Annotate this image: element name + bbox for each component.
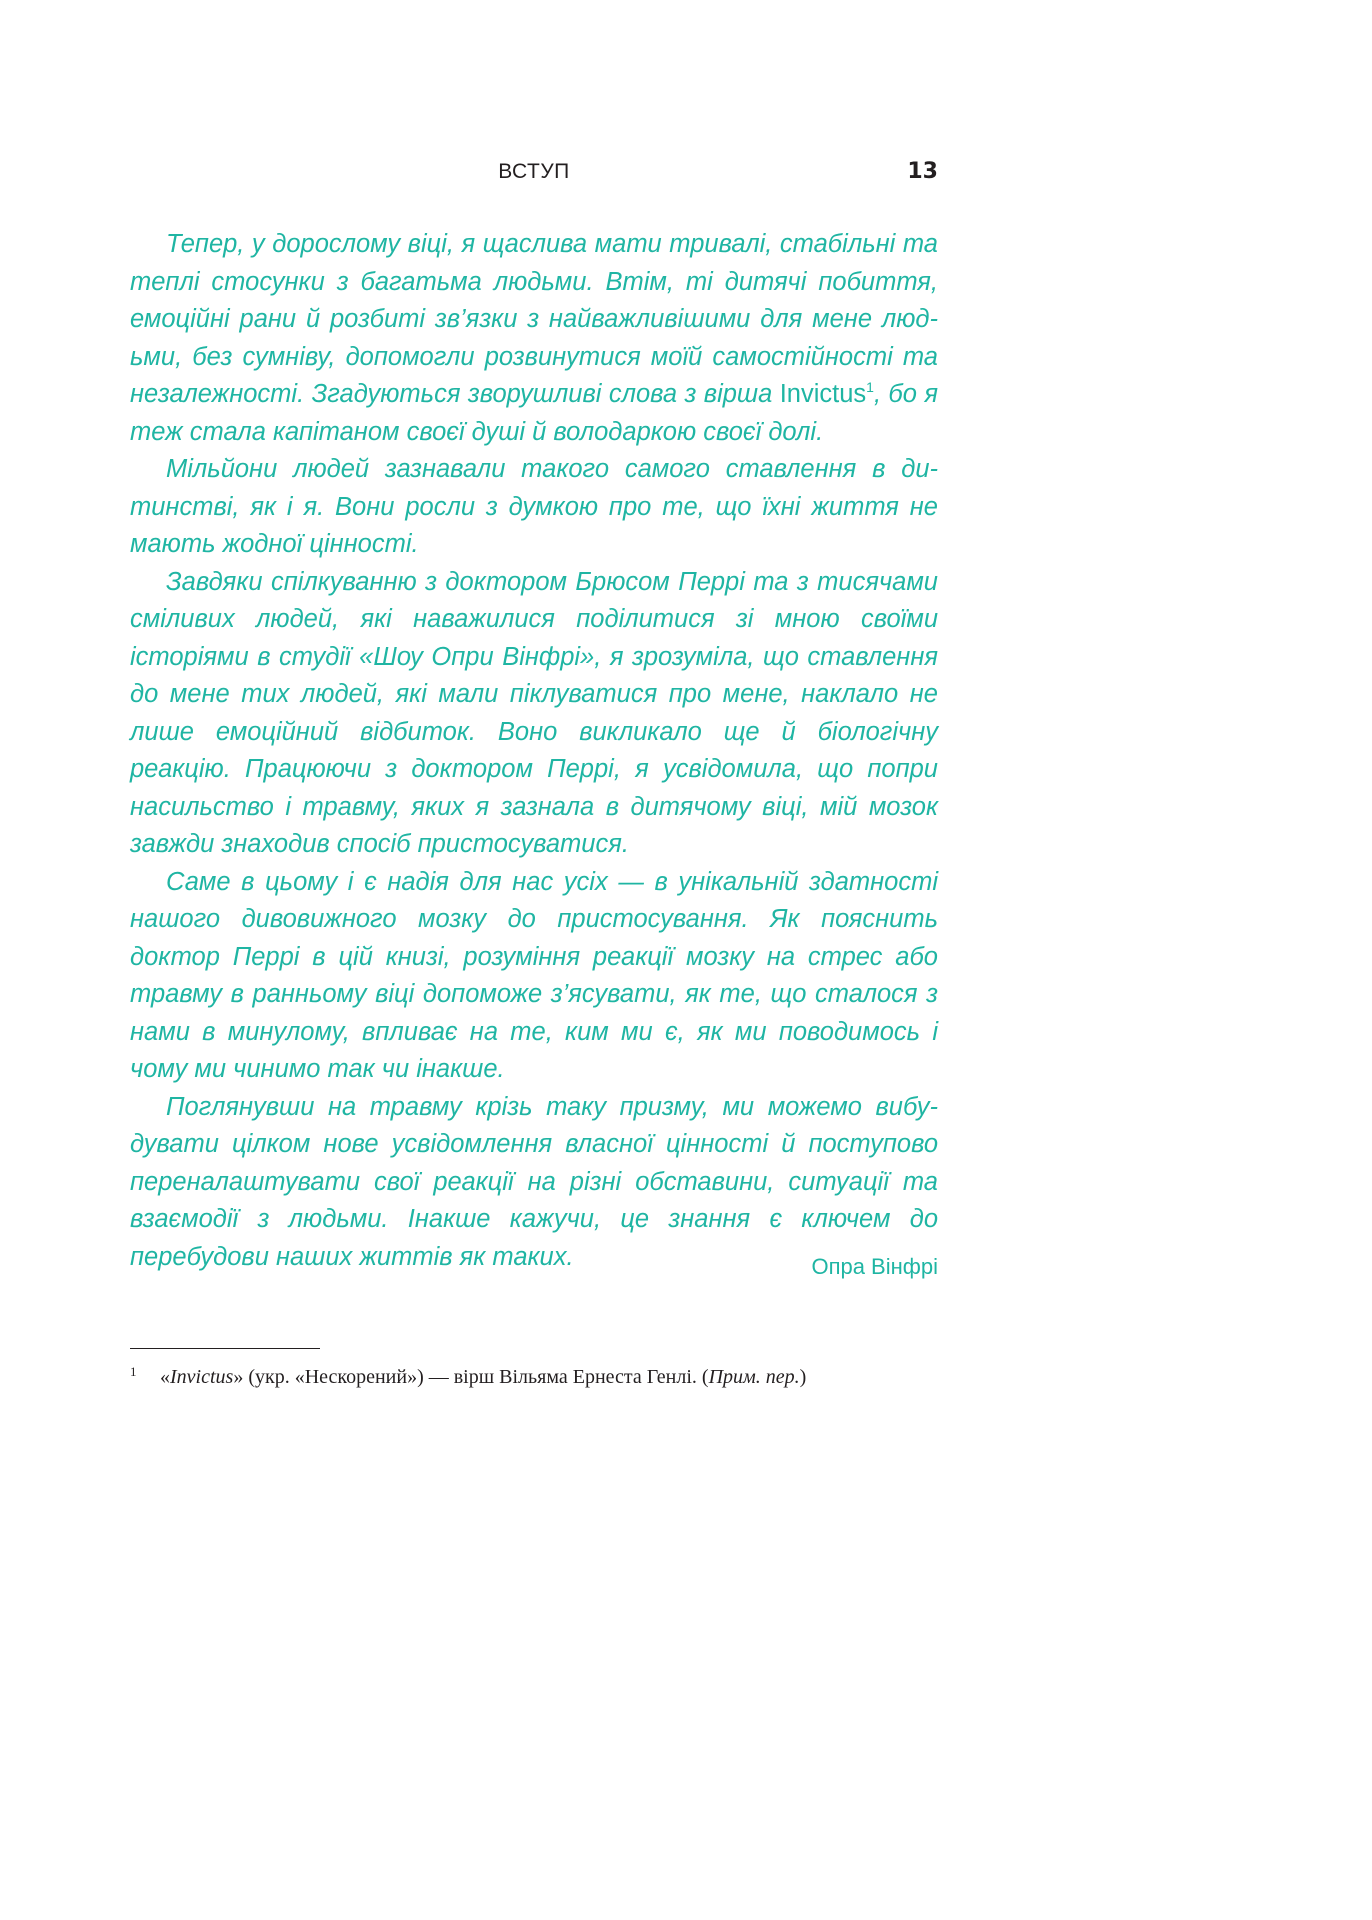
page-number: 13 <box>907 159 938 184</box>
footnote-quote-open: « <box>160 1366 170 1388</box>
footnote-reference: 1 <box>866 379 874 395</box>
author-signature: Опра Вінфрі <box>811 1254 938 1279</box>
paragraph-1-part-a: Тепер, у дорослому віці, я щаслива мати тривалі, стабільні та теплі стосунки з багатьма людьми. Втім, ті дитячі побиття, емоційні рани й розбиті зв’язки з найважливішими для мене людьми, без сумніву, допомогли розвинутися моїй самостійності та незалежності. Згадуються зворушливі слова з вірша <box>130 230 938 408</box>
chapter-title: ВСТУП <box>498 160 570 183</box>
paragraph-2: Мільйони людей зазнавали такого самого ставлення в дитинстві, як і я. Вони росли з думкою про те, що їхні життя не мають жодної цінності. <box>130 455 938 558</box>
paragraph-1-part-b: , бо я теж стала капітаном своєї душі й володаркою своєї долі. <box>130 380 938 446</box>
foreword-text <box>130 226 938 1276</box>
footnote-text <box>160 1366 806 1389</box>
running-header <box>130 160 938 196</box>
footnote-number: 1 <box>130 1364 137 1379</box>
footnote-divider <box>130 1348 320 1349</box>
footnote-title: Invictus <box>170 1366 234 1388</box>
paragraph-1 <box>130 226 938 451</box>
paragraph-3: Завдяки спілкуванню з доктором Брюсом Перрі та з тисячами сміливих людей, які наважилися поділитися зі мною своїми історіями в студії «Шоу Опри Вінфрі», я зрозуміла, що ставлення до мене тих людей, які мали піклуватися про мене, наклало не лише емоційний відбиток. Воно викликало ще й біологічну реакцію. Працюючи з доктором Перрі, я усвідомила, що попри насильство і травму, яких я зазнала в дитячому віці, мій мозок завжди знаходив спосіб пристосуватися. <box>130 567 938 858</box>
paragraph-4: Саме в цьому і є надія для нас усіх — в унікальній здатності нашого дивовижного мозку до пристосування. Як пояснить доктор Перрі в цій книзі, розуміння реакції мозку на стрес або травму в ранньому віці допоможе з’ясувати, як те, що сталося з нами в минулому, впливає на те, ким ми є, як ми поводимось і чому ми чинимо так чи інакше. <box>130 867 938 1083</box>
footnote-body: » (укр. «Нескорений») — вірш Вільяма Ернеста Генлі. ( <box>233 1366 709 1388</box>
poem-title-invictus: Invictus <box>779 380 867 408</box>
paragraph-5: Поглянувши на травму крізь таку призму, ми можемо вибудувати цілком нове усвідомлення власної цінності й поступово переналаштувати свої реакції на різні обставини, ситуації та взаємодії з людьми. Інакше кажучи, це знання є ключем до перебудови наших життів як таких. <box>130 1092 938 1271</box>
footnote-translator-note: Прим. пер. <box>708 1366 800 1388</box>
footnote-close: ) <box>799 1366 807 1388</box>
